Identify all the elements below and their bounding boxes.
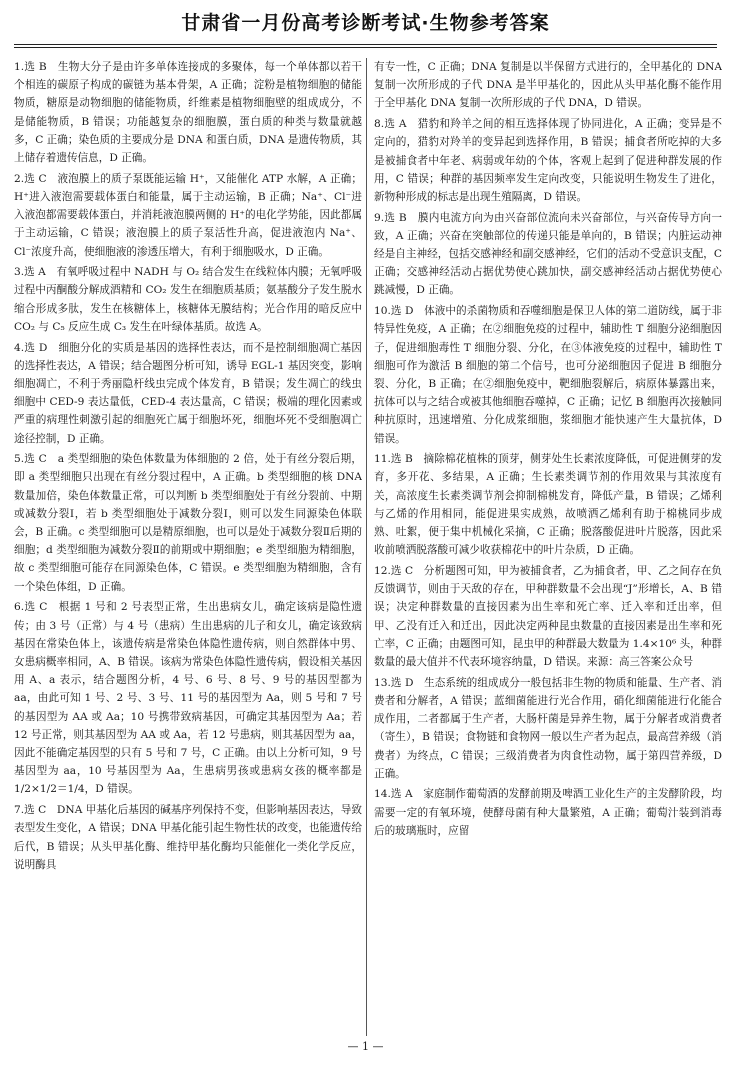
title-rule-top <box>14 44 717 45</box>
answer-item: 2.选 C 液泡膜上的质子泵既能运输 H⁺，又能催化 ATP 水解，A 正确；H⁺进入液泡需要载体蛋白和能量，属于主动运输，B 正确；Na⁺、Cl⁻进入液泡都需要载体蛋白，并消耗液泡膜两侧的 H⁺的电化学势能，因此都属于主动运输，C 错误；液泡膜上的质子泵活性升高，促进液泡内 Na⁺、Cl⁻浓度升高，使细胞液的渗透压增大，有利于细胞吸水，D 正确。 <box>14 172 362 258</box>
answer-item: 14.选 A 家庭制作葡萄酒的发酵前期及啤酒工业化生产的主发酵阶段，均需要一定的有氧环境，使酵母菌有种大量繁殖，A 正确；葡萄汁装到消毒后的玻璃瓶时，应留 <box>374 788 722 837</box>
answer-item: 13.选 D 生态系统的组成成分一般包括非生物的物质和能量、生产者、消费者和分解者，A 错误；蓝细菌能进行光合作用，硝化细菌能进行化能合成作用，二者都属于生产者，大肠杆菌是异养生物，属于分解者或消费者（寄生），B 错误；食物链和食物网一般以生产者为起点，最高营养级（消费者）为终点，C 错误；三级消费者为肉食性动物，属于第四营养级，D 正确。 <box>374 676 722 780</box>
title-rule-bottom <box>14 47 717 48</box>
answer-item: 1.选 B 生物大分子是由许多单体连接成的多聚体，每一个单体都以若干个相连的碳原子构成的碳链为基本骨架，A 正确；淀粉是植物细胞的储能物质，糖原是动物细胞的储能物质，纤维素是植物细胞壁的组成成分，不是储能物质，B 错误；功能越复杂的细胞膜，蛋白质的种类与数量就越多，C 正确；染色质的主要成分是 DNA 和蛋白质，DNA 是遗传物质，其上储存着遗传信息，D 正确。 <box>14 61 362 165</box>
answer-item: 11.选 B 摘除棉花植株的顶芽，侧芽处生长素浓度降低，可促进侧芽的发育，多开花、多结果，A 正确；生长素类调节剂的作用效果与其浓度有关，高浓度生长素类调节剂会抑制棉桃发育，降低产量，B 错误；乙烯利与乙烯的作用相同，能促进果实成熟，故喷洒乙烯利有助于棉桃同步成熟、吐絮，便于集中机械化采摘，C 正确；脱落酸促进叶片脱落，因此采收前喷洒脱落酸可减少收获棉花中的叶片杂质，D 正确。 <box>374 453 722 557</box>
answer-item: 7.选 C DNA 甲基化后基因的碱基序列保持不变，但影响基因表达，导致表型发生变化，A 错误；DNA 甲基化能引起生物性状的改变，也能遗传给后代，B 错误；从头甲基化酶、维持甲基化酶均只能催化一类化学反应，说明酶具 <box>14 804 362 871</box>
answer-column-right <box>374 58 722 1038</box>
page-number: — 1 — <box>347 1040 384 1053</box>
answer-item: 有专一性，C 正确；DNA 复制是以半保留方式进行的，全甲基化的 DNA 复制一次所形成的子代 DNA 是半甲基化的，因此从头甲基化酶不能作用于全甲基化 DNA 复制一次所形成的子代 DNA，D 错误。 <box>374 61 722 110</box>
answer-item: 6.选 C 根据 1 号和 2 号表型正常，生出患病女儿，确定该病是隐性遗传；由 3 号（正常）与 4 号（患病）生出患病的儿子和女儿，确定该致病基因在常染色体上，该遗传病是常染色体隐性遗传病，则自然群体中男、女患病概率相同，A、B 错误。该病为常染色体隐性遗传病，假设相关基因用 A、a 表示，结合题图分析，4 号、6 号、8 号、9 号的基因型都为 aa，由此可知 1 号、2 号、3 号、11 号的基因型为 Aa，则 5 号和 7 号的基因型为 AA 或 Aa；10 号携带致病基因，可确定其基因型为 Aa；若 12 号正常，则其基因型为 AA 或 Aa，若 12 号患病，则其基因型为 aa，因此不能确定基因型的只有 5 号和 7 号，C 正确。由以上分析可知，9 号基因型为 aa，10 号基因型为 Aa，生患病男孩或患病女孩的概率都是 1/2×1/2＝1/4，D 错误。 <box>14 601 362 796</box>
answer-item: 9.选 B 膜内电流方向为由兴奋部位流向未兴奋部位，与兴奋传导方向一致，A 正确；兴奋在突触部位的传递只能是单向的，B 错误；内脏运动神经是自主神经，包括交感神经和副交感神经，它们的活动不受意识支配，C 正确；交感神经活动占据优势使心跳加快，副交感神经活动占据优势使心跳减慢，D 正确。 <box>374 211 722 297</box>
answer-column-left <box>14 58 362 1038</box>
answer-item: 3.选 A 有氧呼吸过程中 NADH 与 O₂ 结合发生在线粒体内膜；无氧呼吸过程中丙酮酸分解成酒精和 CO₂ 发生在细胞质基质；氨基酸分子发生脱水缩合形成多肽，发生在核糖体上，核糖体无膜结构；光合作用的暗反应中 CO₂ 与 C₅ 反应生成 C₃ 发生在叶绿体基质。故选 A。 <box>14 266 362 333</box>
answer-item: 5.选 C a 类型细胞的染色体数量为体细胞的 2 倍，处于有丝分裂后期，即 a 类型细胞只出现在有丝分裂过程中，A 正确。b 类型细胞的核 DNA 数量加倍，染色体数量正常，可以判断 b 类型细胞处于有丝分裂前、中期或减数分裂Ⅰ，若 b 类型细胞处于减数分裂Ⅰ，则可以发生同源染色体联会，B 正确。c 类型细胞可以是精原细胞，也可以是处于减数分裂Ⅱ后期的细胞；d 类型细胞为减数分裂Ⅱ的前期或中期细胞；e 类型细胞为精细胞，故 c 类型细胞可能存在同源染色体，C 错误。e 类型细胞为精细胞，含有一个染色体组，D 正确。 <box>14 453 362 593</box>
answer-item: 4.选 D 细胞分化的实质是基因的选择性表达，而不是控制细胞凋亡基因的选择性表达，A 错误；结合题图分析可知，诱导 EGL-1 基因突变，影响细胞凋亡，不利于秀丽隐杆线虫完成个体发育，B 错误；发生凋亡的线虫细胞中 CED-9 表达量低，CED-4 表达量高，C 错误；极端的理化因素或严重的病理性刺激引起的细胞死亡属于细胞坏死，细胞坏死不受细胞凋亡途径控制，D 正确。 <box>14 341 362 445</box>
column-divider <box>366 58 367 1036</box>
answer-item: 8.选 A 猎豹和羚羊之间的相互选择体现了协同进化，A 正确；变异是不定向的，猎豹对羚羊的变异起到选择作用，B 错误；捕食者所吃掉的大多是被捕食者中年老、病弱或年幼的个体，客观上起到了促进种群发展的作用，C 错误；种群的基因频率发生定向改变，只能说明生物发生了进化，新物种形成的标志是出现生殖隔离，D 错误。 <box>374 118 722 203</box>
answer-item: 12.选 C 分析题图可知，甲为被捕食者，乙为捕食者，甲、乙之间存在负反馈调节，则由于天敌的存在，甲种群数量不会出现“J”形增长，A、B 错误；决定种群数量的直接因素为出生率和死亡率、迁入率和迁出率，但甲、乙没有迁入和迁出，因此决定两种昆虫数量的直接因素是出生率和死亡率，C 正确；由题图可知，昆虫甲的种群最大数量为 1.4×10⁶ 头，种群数量的最大值并不代表环境容纳量，D 错误。来源：高三答案公众号 <box>374 564 722 668</box>
page-title: 甘肃省一月份高考诊断考试·生物参考答案 <box>181 12 550 34</box>
answer-item: 10.选 D 体液中的杀菌物质和吞噬细胞是保卫人体的第二道防线，属于非特异性免疫，A 正确；在②细胞免疫的过程中，辅助性 T 细胞分泌细胞因子，促进细胞毒性 T 细胞分裂、分化，在③体液免疫的过程中，辅助性 T 细胞可作为激活 B 细胞的第二个信号，也可分泌细胞因子促进 B 细胞分裂、分化，B 正确；在②细胞免疫中，靶细胞裂解后，病原体暴露出来，抗体可以与之结合或被其他细胞吞噬掉，C 正确；记忆 B 细胞再次接触同种抗原时，迅速增殖、分化成浆细胞，浆细胞才能快速产生大量抗体，D 错误。 <box>374 305 722 445</box>
